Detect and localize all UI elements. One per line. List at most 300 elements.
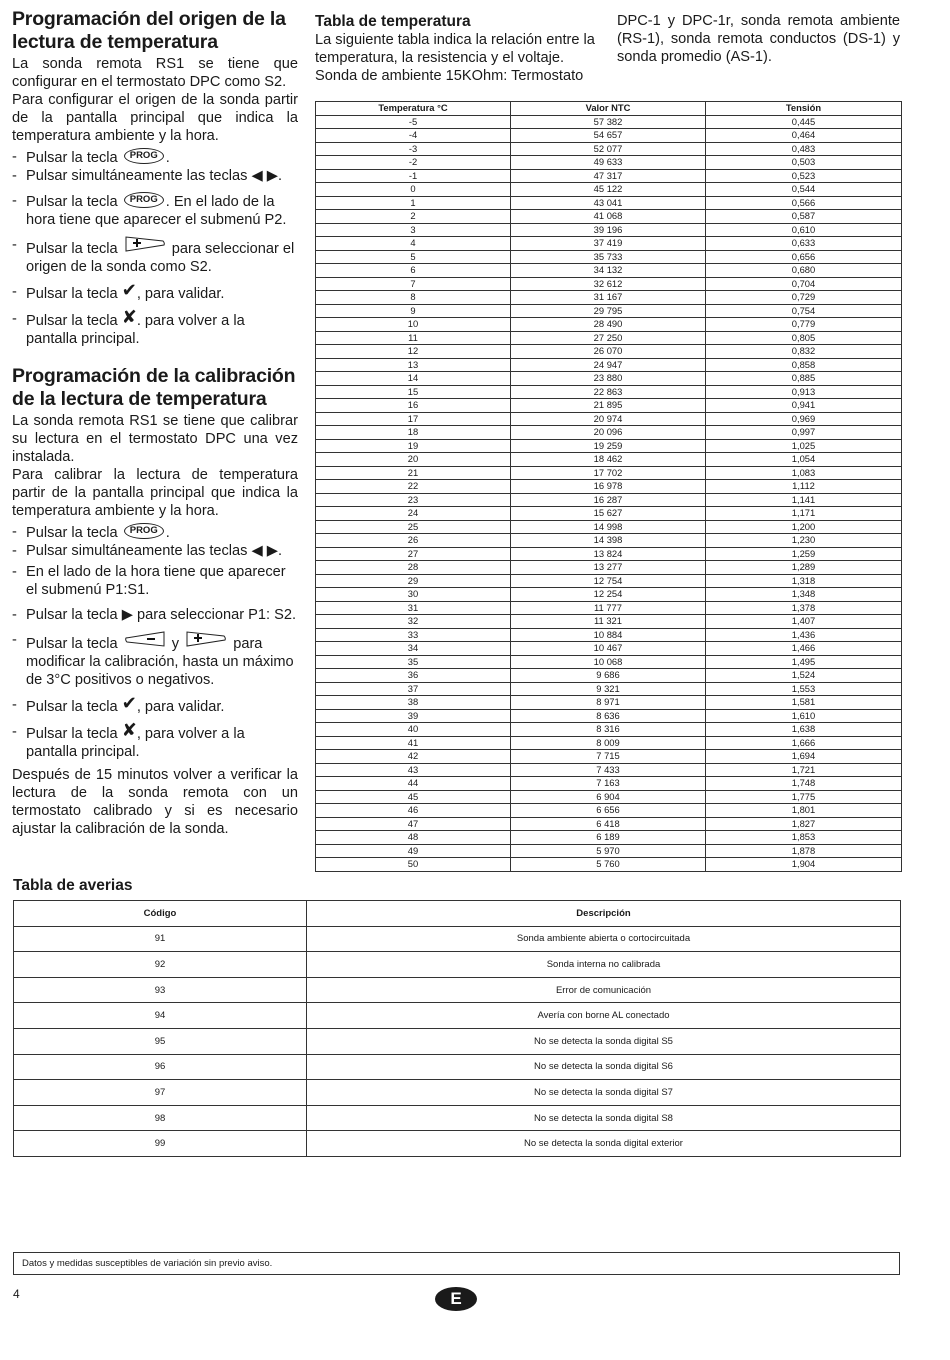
table-cell: 21 895 — [511, 399, 706, 413]
column-header: Tensión — [706, 102, 902, 116]
table-cell: Sonda ambiente abierta o cortocircuitada — [307, 926, 901, 952]
table-cell: No se detecta la sonda digital S6 — [307, 1054, 901, 1080]
table-cell: 39 — [316, 709, 511, 723]
table-cell: 0,969 — [706, 412, 902, 426]
table-cell: -5 — [316, 115, 511, 129]
fault-table — [13, 900, 901, 1157]
origin-step-3: - Pulsar la tecla PROG . En el lado de la hora tiene que aparecer el submenú P2. — [12, 192, 298, 229]
table-cell: 18 — [316, 426, 511, 440]
table-cell: 28 — [316, 561, 511, 575]
table-cell: 8 636 — [511, 709, 706, 723]
table-cell: 8 971 — [511, 696, 706, 710]
table-cell: 12 — [316, 345, 511, 359]
table-row — [316, 264, 902, 278]
table-row — [316, 372, 902, 386]
table-cell: 0,483 — [706, 142, 902, 156]
table-cell: 44 — [316, 777, 511, 791]
table-cell: 1,141 — [706, 493, 902, 507]
table-row — [316, 520, 902, 534]
table-cell: 21 — [316, 466, 511, 480]
table-cell: 0,464 — [706, 129, 902, 143]
table-row — [316, 763, 902, 777]
table-cell: 6 656 — [511, 804, 706, 818]
table-cell: 99 — [14, 1131, 307, 1157]
table-cell: 7 163 — [511, 777, 706, 791]
language-badge: E — [435, 1287, 477, 1311]
table-cell: 1,495 — [706, 655, 902, 669]
table-row — [316, 318, 902, 332]
table-cell: 1,581 — [706, 696, 902, 710]
table-row — [316, 169, 902, 183]
table-cell: 1,083 — [706, 466, 902, 480]
table-row — [316, 696, 902, 710]
prog-key-icon: PROG — [124, 192, 164, 208]
table-cell: 22 — [316, 480, 511, 494]
calibration-step-6: - Pulsar la tecla ✔, para validar. — [12, 696, 298, 716]
table-cell: 4 — [316, 237, 511, 251]
table-row — [316, 142, 902, 156]
origin-step-6: - Pulsar la tecla ✘. para volver a la pantalla principal. — [12, 310, 298, 348]
left-column — [12, 8, 298, 838]
table-cell: 1,610 — [706, 709, 902, 723]
table-cell: 32 612 — [511, 277, 706, 291]
table-cell: 1,230 — [706, 534, 902, 548]
table-row — [316, 426, 902, 440]
origin-step-4: - Pulsar la tecla para seleccionar el origen de la sonda como S2. — [12, 236, 298, 276]
table-row — [316, 466, 902, 480]
table-cell: 1,200 — [706, 520, 902, 534]
table-row — [316, 615, 902, 629]
table-cell: 6 904 — [511, 790, 706, 804]
table-row — [316, 223, 902, 237]
check-icon: ✔ — [121, 280, 137, 300]
table-cell: 49 — [316, 844, 511, 858]
calibration-step-7: - Pulsar la tecla ✘, para volver a la pantalla principal. — [12, 723, 298, 761]
table-cell: 45 — [316, 790, 511, 804]
table-row — [316, 601, 902, 615]
table-cell: 41 — [316, 736, 511, 750]
table-cell: 1,721 — [706, 763, 902, 777]
table-cell: 10 — [316, 318, 511, 332]
table-cell: 92 — [14, 952, 307, 978]
column-header: Descripción — [307, 901, 901, 927]
table-cell: 1,171 — [706, 507, 902, 521]
table-row — [316, 412, 902, 426]
table-row — [14, 977, 901, 1003]
table-row — [14, 952, 901, 978]
table-cell: 6 — [316, 264, 511, 278]
table-cell: 54 657 — [511, 129, 706, 143]
table-cell: 0,566 — [706, 196, 902, 210]
table-cell: 48 — [316, 831, 511, 845]
cross-icon: ✘ — [121, 720, 137, 740]
table-cell: 47 — [316, 817, 511, 831]
table-cell: 30 — [316, 588, 511, 602]
table-row — [316, 291, 902, 305]
calibration-steps — [12, 523, 298, 761]
temperature-table-title: Tabla de temperatura — [315, 13, 471, 30]
table-cell: 45 122 — [511, 183, 706, 197]
table-cell: 0,587 — [706, 210, 902, 224]
table-cell: 1,775 — [706, 790, 902, 804]
table-cell: 57 382 — [511, 115, 706, 129]
table-cell: 16 287 — [511, 493, 706, 507]
table-cell: 7 — [316, 277, 511, 291]
table-cell: 0,523 — [706, 169, 902, 183]
table-row — [316, 385, 902, 399]
table-cell: 1 — [316, 196, 511, 210]
table-cell: 0,610 — [706, 223, 902, 237]
table-cell: 98 — [14, 1105, 307, 1131]
table-cell: 34 — [316, 642, 511, 656]
table-row — [316, 358, 902, 372]
table-row — [316, 129, 902, 143]
table-cell: 0,544 — [706, 183, 902, 197]
table-cell: 1,378 — [706, 601, 902, 615]
table-cell: 23 — [316, 493, 511, 507]
table-cell: 3 — [316, 223, 511, 237]
table-row — [316, 655, 902, 669]
table-row — [14, 926, 901, 952]
table-cell: 1,289 — [706, 561, 902, 575]
table-cell: 19 — [316, 439, 511, 453]
table-cell: 40 — [316, 723, 511, 737]
table-cell: 20 — [316, 453, 511, 467]
table-cell: No se detecta la sonda digital exterior — [307, 1131, 901, 1157]
table-cell: 1,348 — [706, 588, 902, 602]
table-cell: 29 795 — [511, 304, 706, 318]
table-cell: 14 398 — [511, 534, 706, 548]
table-row — [316, 547, 902, 561]
table-row — [316, 183, 902, 197]
table-cell: 18 462 — [511, 453, 706, 467]
prog-key-icon: PROG — [124, 148, 164, 164]
table-cell: 1,524 — [706, 669, 902, 683]
table-row — [316, 237, 902, 251]
table-cell: 1,666 — [706, 736, 902, 750]
table-row — [14, 1028, 901, 1054]
table-row — [14, 1080, 901, 1106]
left-right-arrows-icon: ◀ ▶ — [251, 168, 279, 184]
table-cell: 0,656 — [706, 250, 902, 264]
table-cell: 0,633 — [706, 237, 902, 251]
table-cell: 13 277 — [511, 561, 706, 575]
table-row — [316, 507, 902, 521]
table-cell: 42 — [316, 750, 511, 764]
table-row — [316, 750, 902, 764]
table-row — [316, 480, 902, 494]
table-cell: 26 070 — [511, 345, 706, 359]
plus-key-icon — [186, 631, 226, 647]
temperature-table-description: La siguiente tabla indica la relación entre la temperatura, la resistencia y el voltaje. Sonda de ambiente 15KOhm: Termostato — [315, 32, 595, 84]
table-cell: 8 316 — [511, 723, 706, 737]
calibration-intro: La sonda remota RS1 se tiene que calibrar su lectura en el termostato DPC una vez instalada. — [12, 413, 298, 465]
table-cell: 6 189 — [511, 831, 706, 845]
table-cell: 1,112 — [706, 480, 902, 494]
table-cell: 36 — [316, 669, 511, 683]
table-row — [316, 156, 902, 170]
table-row — [316, 790, 902, 804]
table-cell: 7 433 — [511, 763, 706, 777]
table-cell: 0,805 — [706, 331, 902, 345]
calibration-step-3: - En el lado de la hora tiene que aparecer el submenú P1:S1. — [12, 563, 298, 599]
prog-key-icon: PROG — [124, 523, 164, 539]
table-cell: 43 041 — [511, 196, 706, 210]
table-row — [14, 1105, 901, 1131]
table-cell: 0,503 — [706, 156, 902, 170]
table-cell: 1,436 — [706, 628, 902, 642]
table-cell: No se detecta la sonda digital S5 — [307, 1028, 901, 1054]
temperature-table-header — [316, 102, 902, 116]
table-row — [316, 777, 902, 791]
table-cell: 11 777 — [511, 601, 706, 615]
page-number: 4 — [13, 1287, 20, 1301]
left-right-arrows-icon: ◀ ▶ — [251, 543, 279, 559]
table-row — [316, 399, 902, 413]
table-cell: 25 — [316, 520, 511, 534]
table-row — [316, 345, 902, 359]
table-row — [316, 817, 902, 831]
table-cell: 14 — [316, 372, 511, 386]
table-cell: 37 419 — [511, 237, 706, 251]
table-cell: 39 196 — [511, 223, 706, 237]
table-cell: 91 — [14, 926, 307, 952]
table-row — [316, 210, 902, 224]
table-cell: 37 — [316, 682, 511, 696]
table-cell: 26 — [316, 534, 511, 548]
table-row — [316, 858, 902, 872]
table-cell: 95 — [14, 1028, 307, 1054]
table-cell: 17 702 — [511, 466, 706, 480]
table-cell: 1,025 — [706, 439, 902, 453]
table-cell: 46 — [316, 804, 511, 818]
table-cell: 47 317 — [511, 169, 706, 183]
table-cell: 0,941 — [706, 399, 902, 413]
table-cell: 1,878 — [706, 844, 902, 858]
table-row — [316, 682, 902, 696]
table-cell: 0 — [316, 183, 511, 197]
table-cell: 52 077 — [511, 142, 706, 156]
table-cell: 32 — [316, 615, 511, 629]
origin-intro: La sonda remota RS1 se tiene que configurar en el termostato DPC como S2. — [12, 56, 298, 90]
table-row — [316, 453, 902, 467]
table-row — [316, 196, 902, 210]
temperature-table — [315, 101, 902, 872]
table-row — [316, 331, 902, 345]
table-cell: 10 068 — [511, 655, 706, 669]
origin-steps — [12, 148, 298, 348]
minus-key-icon — [125, 631, 165, 647]
table-cell: 0,729 — [706, 291, 902, 305]
table-cell: 16 — [316, 399, 511, 413]
fault-table-header — [14, 901, 901, 927]
table-cell: 23 880 — [511, 372, 706, 386]
table-cell: 13 — [316, 358, 511, 372]
table-cell: 20 974 — [511, 412, 706, 426]
table-cell: 94 — [14, 1003, 307, 1029]
table-cell: 0,832 — [706, 345, 902, 359]
table-cell: 27 250 — [511, 331, 706, 345]
table-cell: 35 — [316, 655, 511, 669]
table-cell: 13 824 — [511, 547, 706, 561]
table-cell: 1,853 — [706, 831, 902, 845]
table-cell: 1,694 — [706, 750, 902, 764]
disclaimer-box: Datos y medidas susceptibles de variación sin previo aviso. — [13, 1252, 900, 1275]
table-cell: 8 009 — [511, 736, 706, 750]
table-row — [14, 1131, 901, 1157]
table-cell: 38 — [316, 696, 511, 710]
table-row — [316, 493, 902, 507]
table-cell: 1,466 — [706, 642, 902, 656]
table-cell: -2 — [316, 156, 511, 170]
table-row — [316, 831, 902, 845]
table-cell: 49 633 — [511, 156, 706, 170]
table-row — [316, 736, 902, 750]
table-cell: 43 — [316, 763, 511, 777]
table-cell: 11 321 — [511, 615, 706, 629]
calibration-step-1: - Pulsar la tecla PROG . — [12, 523, 298, 542]
table-cell: 31 — [316, 601, 511, 615]
table-cell: Avería con borne AL conectado — [307, 1003, 901, 1029]
table-cell: 1,801 — [706, 804, 902, 818]
column-header: Valor NTC — [511, 102, 706, 116]
table-cell: 8 — [316, 291, 511, 305]
origin-step-5: - Pulsar la tecla ✔, para validar. — [12, 283, 298, 303]
table-cell: -1 — [316, 169, 511, 183]
table-cell: 35 733 — [511, 250, 706, 264]
table-cell: Error de comunicación — [307, 977, 901, 1003]
table-cell: 5 — [316, 250, 511, 264]
table-cell: No se detecta la sonda digital S8 — [307, 1105, 901, 1131]
table-cell: 0,858 — [706, 358, 902, 372]
table-cell: 20 096 — [511, 426, 706, 440]
table-cell: 1,407 — [706, 615, 902, 629]
table-cell: 9 — [316, 304, 511, 318]
table-cell: 0,704 — [706, 277, 902, 291]
cross-icon: ✘ — [121, 307, 137, 327]
table-cell: 31 167 — [511, 291, 706, 305]
table-cell: 14 998 — [511, 520, 706, 534]
table-cell: 10 884 — [511, 628, 706, 642]
table-cell: 0,997 — [706, 426, 902, 440]
table-cell: 28 490 — [511, 318, 706, 332]
table-cell: 93 — [14, 977, 307, 1003]
temperature-table-description-cont: DPC-1 y DPC-1r, sonda remota ambiente (RS-1), sonda remota conductos (DS-1) y sonda promedio (AS-1). — [617, 13, 900, 65]
table-row — [316, 561, 902, 575]
right-arrow-icon: ▶ — [121, 607, 133, 623]
table-cell: 19 259 — [511, 439, 706, 453]
table-cell: 97 — [14, 1080, 307, 1106]
table-row — [14, 1054, 901, 1080]
table-cell: 2 — [316, 210, 511, 224]
table-cell: 41 068 — [511, 210, 706, 224]
calibration-step-2: - Pulsar simultáneamente las teclas ◀ ▶. — [12, 542, 298, 560]
table-row — [316, 574, 902, 588]
table-row — [316, 723, 902, 737]
table-row — [316, 709, 902, 723]
table-cell: 16 978 — [511, 480, 706, 494]
table-row — [316, 534, 902, 548]
table-row — [316, 588, 902, 602]
table-row — [14, 1003, 901, 1029]
plus-key-icon — [125, 236, 165, 252]
origin-intro-2: Para configurar el origen de la sonda partir de la pantalla principal que indica la temperatura ambiente y la hora. — [12, 92, 298, 144]
table-cell: 24 — [316, 507, 511, 521]
table-row — [316, 844, 902, 858]
calibration-intro-2: Para calibrar la lectura de temperatura partir de la pantalla principal que indica la temperatura ambiente y la hora. — [12, 467, 298, 519]
table-cell: 50 — [316, 858, 511, 872]
column-header: Temperatura °C — [316, 102, 511, 116]
table-cell: 15 627 — [511, 507, 706, 521]
table-cell: 96 — [14, 1054, 307, 1080]
table-cell: 0,885 — [706, 372, 902, 386]
calibration-step-5: - Pulsar la tecla y para modificar la calibración, hasta un máximo de 3°C positivos o negativos. — [12, 631, 298, 689]
table-row — [316, 669, 902, 683]
table-cell: 24 947 — [511, 358, 706, 372]
table-cell: 1,259 — [706, 547, 902, 561]
table-row — [316, 304, 902, 318]
table-cell: 1,638 — [706, 723, 902, 737]
table-cell: 5 760 — [511, 858, 706, 872]
table-cell: 7 715 — [511, 750, 706, 764]
check-icon: ✔ — [121, 693, 137, 713]
table-cell: 9 686 — [511, 669, 706, 683]
table-cell: 29 — [316, 574, 511, 588]
table-cell: 0,680 — [706, 264, 902, 278]
temperature-intro — [315, 12, 599, 85]
table-cell: 1,553 — [706, 682, 902, 696]
table-cell: 15 — [316, 385, 511, 399]
origin-step-2: - Pulsar simultáneamente las teclas ◀ ▶. — [12, 167, 298, 185]
table-cell: 1,318 — [706, 574, 902, 588]
table-row — [316, 642, 902, 656]
table-cell: 33 — [316, 628, 511, 642]
fault-table-title: Tabla de averias — [13, 877, 133, 894]
table-cell: 0,913 — [706, 385, 902, 399]
table-cell: 0,754 — [706, 304, 902, 318]
table-cell: 34 132 — [511, 264, 706, 278]
table-row — [316, 628, 902, 642]
table-row — [316, 439, 902, 453]
table-cell: 0,779 — [706, 318, 902, 332]
table-cell: 22 863 — [511, 385, 706, 399]
table-cell: 10 467 — [511, 642, 706, 656]
section-calibration-title: Programación de la calibración de la lectura de temperatura — [12, 365, 296, 410]
table-cell: 27 — [316, 547, 511, 561]
column-header: Código — [14, 901, 307, 927]
table-cell: 5 970 — [511, 844, 706, 858]
table-cell: -4 — [316, 129, 511, 143]
table-cell: Sonda interna no calibrada — [307, 952, 901, 978]
table-cell: 1,904 — [706, 858, 902, 872]
table-cell: 9 321 — [511, 682, 706, 696]
table-cell: -3 — [316, 142, 511, 156]
table-cell: 1,054 — [706, 453, 902, 467]
table-cell: 17 — [316, 412, 511, 426]
table-cell: 6 418 — [511, 817, 706, 831]
table-row — [316, 250, 902, 264]
table-cell: 1,827 — [706, 817, 902, 831]
section-origin-title: Programación del origen de la lectura de temperatura — [12, 8, 286, 53]
table-cell: 12 754 — [511, 574, 706, 588]
temperature-intro-continued — [617, 12, 900, 66]
table-cell: No se detecta la sonda digital S7 — [307, 1080, 901, 1106]
calibration-closing: Después de 15 minutos volver a verificar la lectura de la sonda remota con un termostato calibrado y si es necesario ajustar la calibración de la sonda. — [12, 767, 298, 837]
calibration-step-4: - Pulsar la tecla ▶ para seleccionar P1: S2. — [12, 606, 298, 624]
table-cell: 0,445 — [706, 115, 902, 129]
table-cell: 1,748 — [706, 777, 902, 791]
origin-step-1: - Pulsar la tecla PROG . — [12, 148, 298, 167]
